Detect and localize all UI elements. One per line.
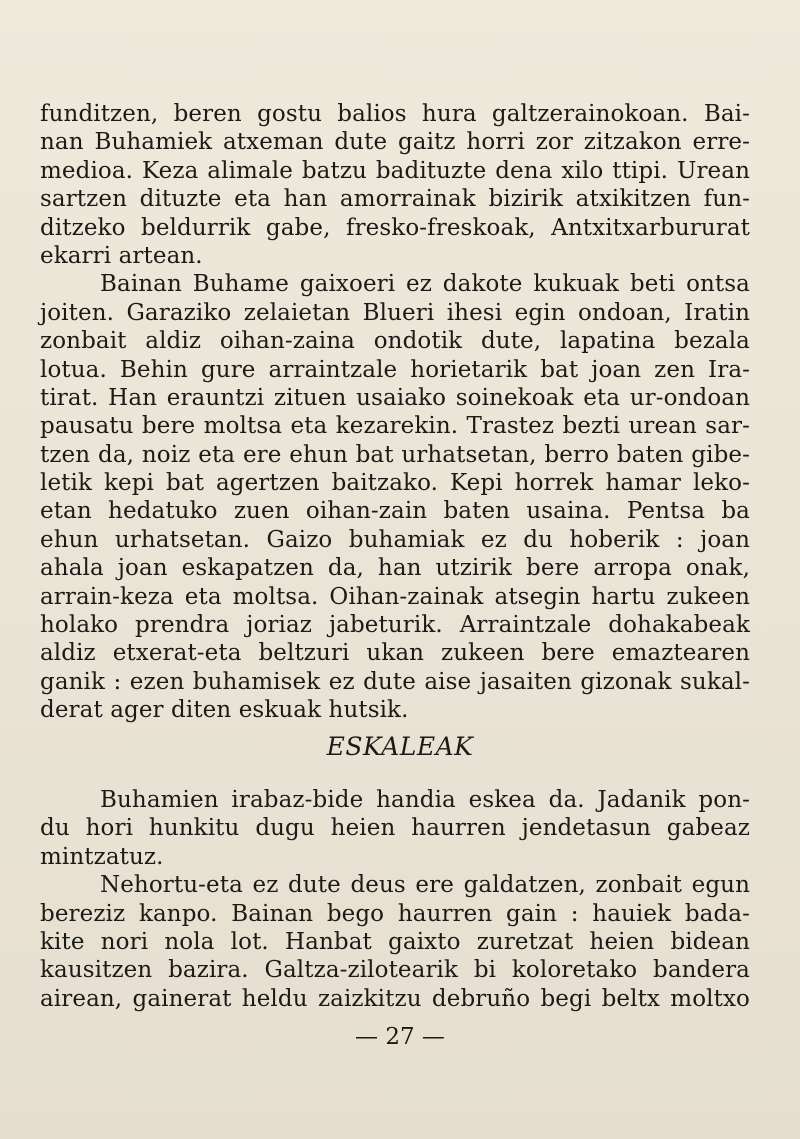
text-line: Bainan Buhame gaixoeri ez dakote kukuak beti ontsa	[100, 271, 750, 298]
text-line: bereziz kanpo. Bainan bego haurren gain : hauiek bada-	[40, 900, 750, 927]
text-line: derat ager diten eskuak hutsik.	[40, 697, 409, 724]
text-line: tzen da, noiz eta ere ehun bat urhatsetan, berro baten gibe-	[40, 441, 750, 468]
page-number: — 27 —	[355, 1024, 445, 1050]
text-line: zonbait aldiz oihan-zaina ondotik dute, lapatina bezala	[40, 328, 750, 355]
text-line: arrain-keza eta moltsa. Oihan-zainak atsegin hartu zukeen	[40, 583, 750, 610]
text-line: joiten. Garaziko zelaietan Blueri ihesi egin ondoan, Iratin	[40, 299, 750, 326]
text-line: aldiz etxerat-eta beltzuri ukan zukeen bere emaztearen	[40, 640, 750, 667]
text-line: ehun urhatsetan. Gaizo buhamiak ez du hoberik : joan	[40, 526, 750, 553]
text-line: funditzen, beren gostu balios hura galtzerainokoan. Bai-	[40, 101, 750, 127]
text-line: Buhamien irabaz-bide handia eskea da. Jadanik pon-	[100, 787, 750, 813]
text-line: kausitzen bazira. Galtza-zilotearik bi koloretako bandera	[40, 957, 750, 984]
text-line: ganik : ezen buhamisek ez dute aise jasaiten gizonak sukal-	[40, 668, 750, 695]
text-line: mintzatuz.	[40, 843, 164, 870]
text-line: airean, gainerat heldu zaizkitzu debruño begi beltx moltxo	[40, 985, 750, 1012]
text-line: tirat. Han erauntzi zituen usaiako soinekoak eta ur-ondoan	[40, 384, 750, 411]
text-line: ekarri artean.	[40, 242, 203, 269]
text-line: etan hedatuko zuen oihan-zain baten usaina. Pentsa ba	[40, 498, 750, 525]
text-line: kite nori nola lot. Hanbat gaixto zuretzat heien bidean	[40, 928, 750, 955]
section-heading: ESKALEAK	[326, 732, 474, 761]
body-text-top	[40, 100, 750, 725]
text-line: ahala joan eskapatzen da, han utzirik bere arropa onak,	[40, 555, 750, 582]
text-line: du hori hunkitu dugu heien haurren jendetasun gabeaz	[40, 815, 750, 842]
text-line: letik kepi bat agertzen baitzako. Kepi horrek hamar leko-	[40, 470, 750, 497]
body-text-bottom	[40, 786, 750, 1013]
text-line: nan Buhamiek atxeman dute gaitz horri zor zitzakon erre-	[40, 129, 750, 156]
text-line: pausatu bere moltsa eta kezarekin. Trastez bezti urean sar-	[40, 413, 750, 440]
text-line: Nehortu-eta ez dute deus ere galdatzen, zonbait egun	[100, 872, 750, 899]
text-line: medioa. Keza alimale batzu badituzte dena xilo ttipi. Urean	[40, 157, 750, 184]
text-line: lotua. Behin gure arraintzale horietarik bat joan zen Ira-	[40, 356, 750, 383]
text-line: holako prendra joriaz jabeturik. Arraintzale dohakabeak	[40, 612, 750, 639]
text-line: sartzen dituzte eta han amorrainak bizirik atxikitzen fun-	[40, 186, 750, 213]
text-line: ditzeko beldurrik gabe, fresko-freskoak, Antxitxarbururat	[40, 214, 750, 241]
